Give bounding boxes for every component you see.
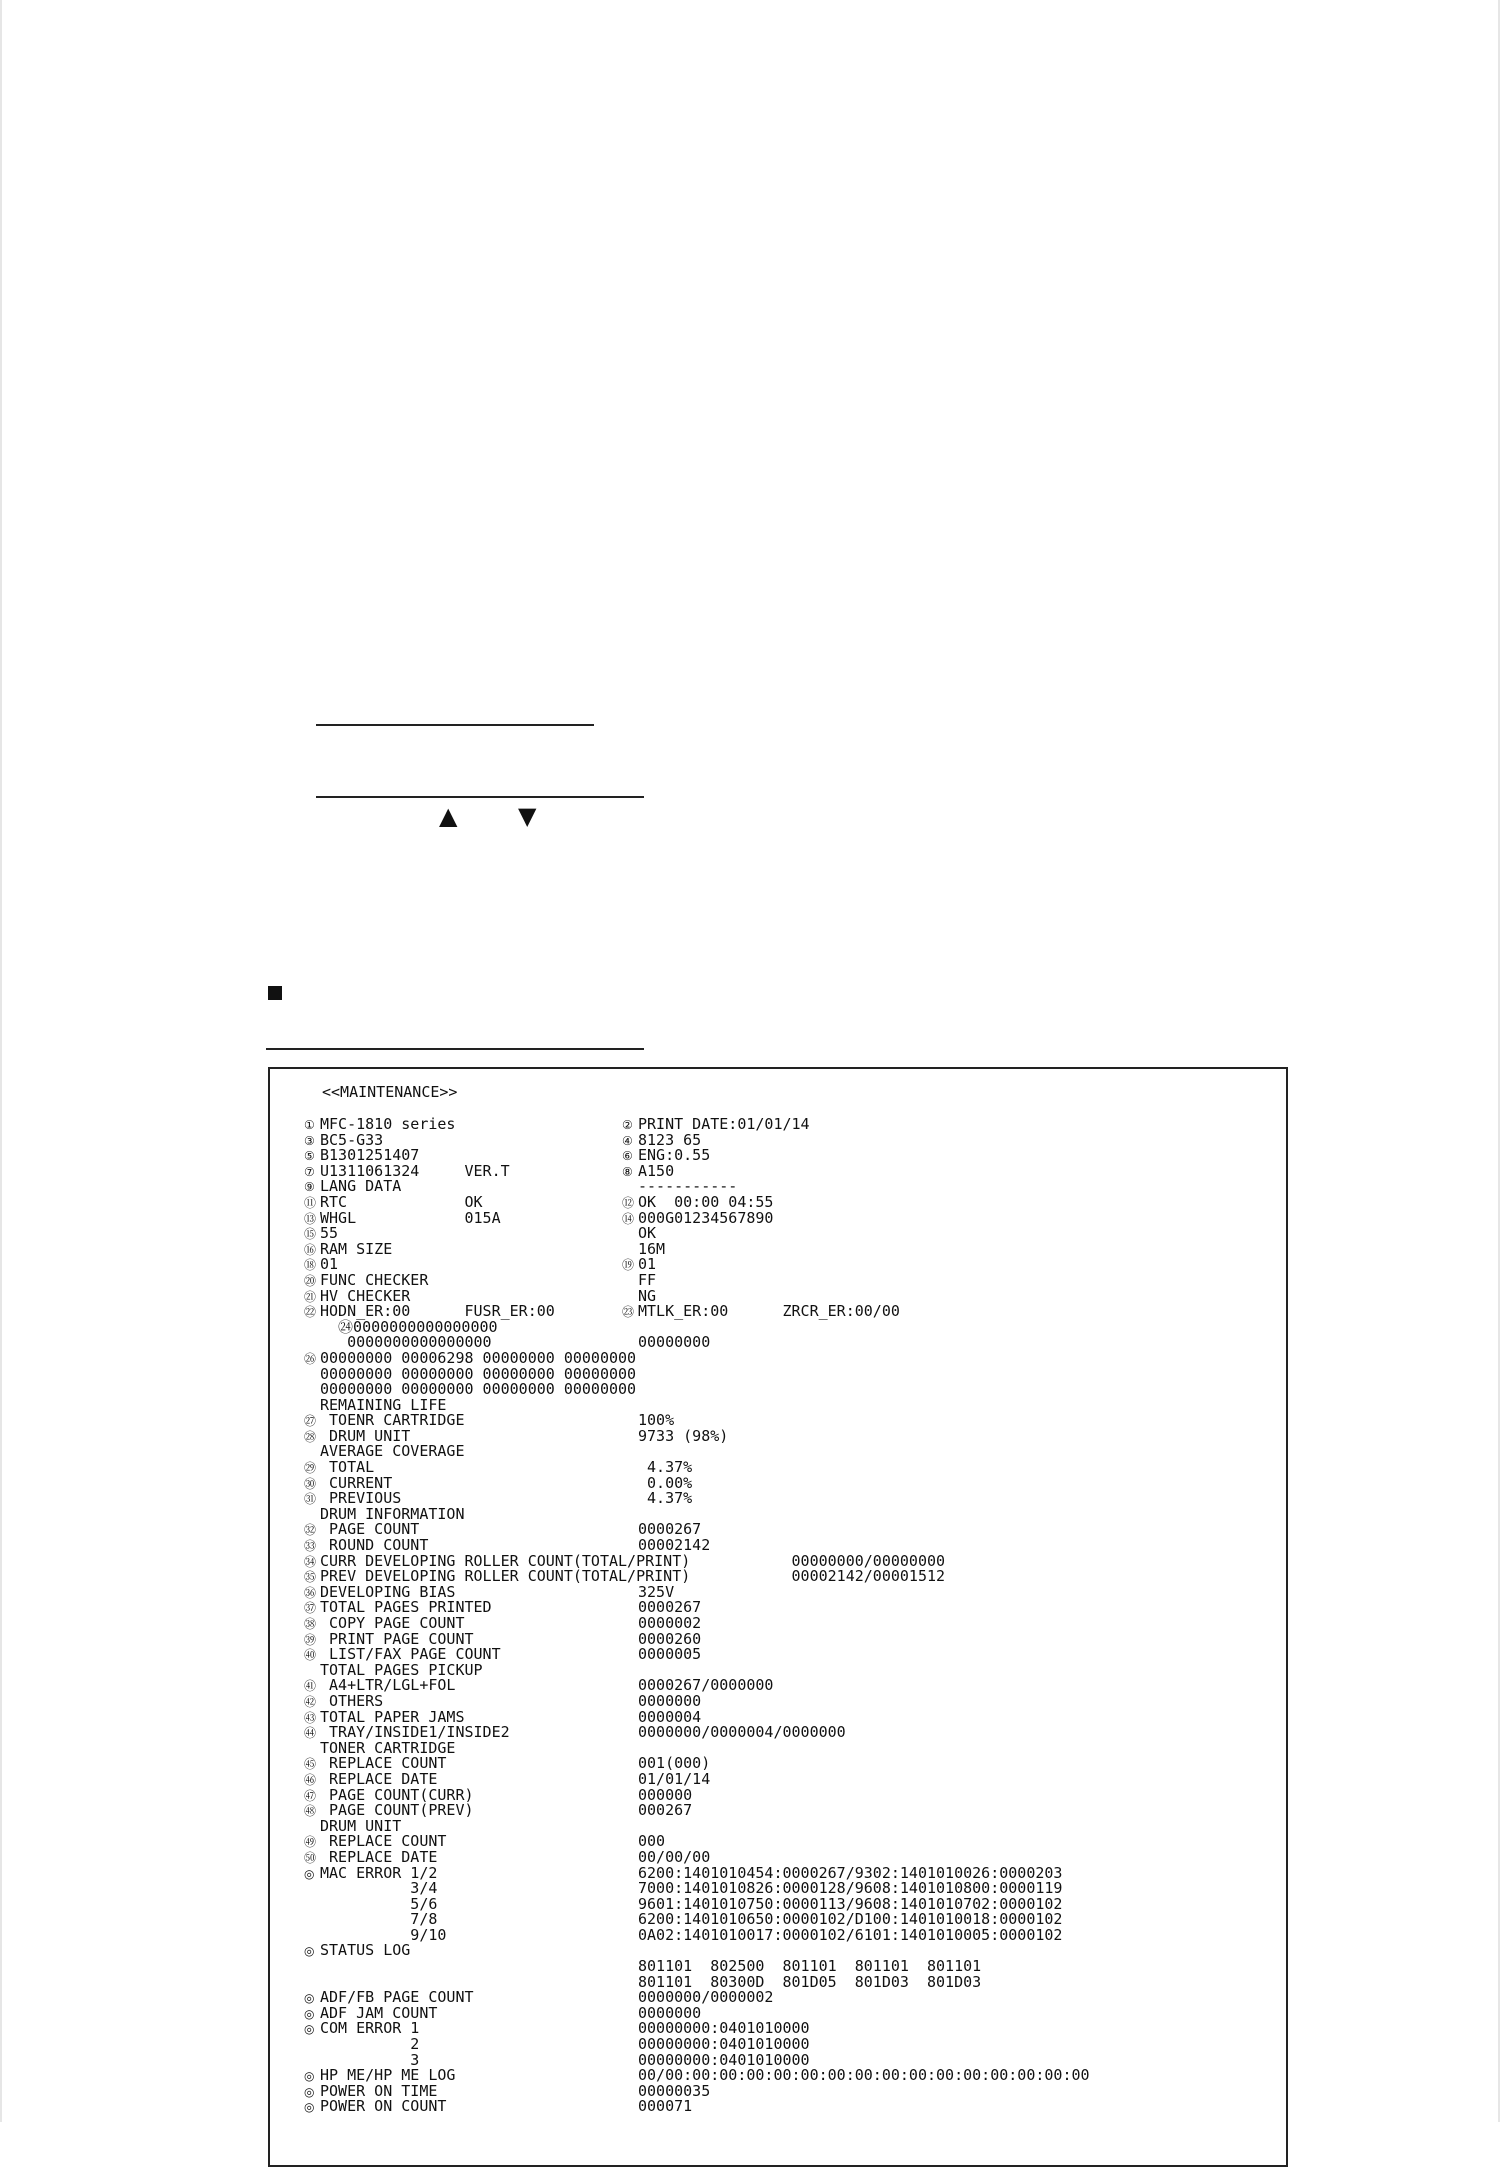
report-line-text: 00000000:0401010000 <box>638 2050 810 2069</box>
report-line-text: ROUND COUNT <box>320 1536 429 1555</box>
report-line-text: RAM SIZE <box>320 1239 393 1258</box>
report-line-text: 7/8 <box>320 1910 438 1929</box>
item-number-marker: ㊽ <box>304 1804 317 1819</box>
report-line-text: 01 <box>638 1255 657 1274</box>
report-line-text: 0000005 <box>638 1645 702 1664</box>
item-number-marker: ㊳ <box>304 1617 317 1631</box>
report-line <box>622 1226 1090 1242</box>
report-line-text: 325V <box>638 1582 675 1601</box>
item-number-marker: ④ <box>622 1133 633 1148</box>
item-number-marker: ㊲ <box>304 1601 317 1616</box>
report-line-text: MAC ERROR 1/2 <box>320 1863 438 1882</box>
report-line-text: 0000002 <box>638 1614 702 1632</box>
report-line-text: PREV DEVELOPING ROLLER COUNT(TOTAL/PRINT) <box>320 1567 691 1586</box>
report-line-text: 16M <box>638 1239 666 1258</box>
report-line-text: 000G01234567890 <box>638 1208 774 1227</box>
report-line-text: 00002142/00001512 <box>638 1567 946 1586</box>
report-line-text: CURRENT <box>320 1473 393 1492</box>
report-line-text: WHGL 015A <box>320 1208 501 1227</box>
report-line-text: 00/00/00 <box>638 1847 711 1866</box>
item-number-marker: ⑭ <box>622 1211 635 1226</box>
item-number-marker: ⑬ <box>304 1211 317 1226</box>
item-number-marker: ◎ <box>304 1991 315 2006</box>
report-title: <<MAINTENANCE>> <box>322 1083 458 1101</box>
item-number-marker: ㊷ <box>304 1694 317 1709</box>
report-line-text: PREVIOUS <box>320 1489 402 1508</box>
report-line-text: 001(000) <box>638 1754 711 1773</box>
report-line-text: 01 <box>320 1255 339 1274</box>
item-number-marker: ㉚ <box>304 1476 317 1491</box>
report-line-text: REPLACE DATE <box>320 1847 438 1866</box>
report-line-text: 3/4 <box>320 1879 438 1898</box>
item-number-marker: ㉖ <box>304 1351 317 1366</box>
report-line <box>622 1148 1090 1164</box>
report-line-text: 6200:1401010650:0000102/D100:1401010018:0000102 <box>638 1910 1063 1929</box>
section-heading-rule <box>266 1048 644 1050</box>
report-line-text: 7000:1401010826:0000128/9608:1401010800:0000119 <box>638 1879 1063 1898</box>
report-line-text: 9733 (98%) <box>638 1426 729 1445</box>
item-number-marker: ◎ <box>304 1944 315 1959</box>
report-line <box>622 1208 1090 1227</box>
report-line <box>622 1270 1090 1289</box>
report-line-text: DRUM INFORMATION <box>320 1504 465 1523</box>
report-line <box>622 2099 1090 2115</box>
report-line-text: ENG:0.55 <box>638 1146 711 1165</box>
item-number-marker: ⑦ <box>304 1164 315 1179</box>
report-line <box>622 1803 1090 1819</box>
item-number-marker: ② <box>622 1118 633 1132</box>
report-line-text: ㉔0000000000000000 <box>320 1317 498 1336</box>
report-line-text: ----------- <box>638 1177 738 1196</box>
report-line-text: PAGE COUNT(CURR) <box>320 1785 474 1804</box>
item-number-marker: ㉝ <box>304 1539 317 1554</box>
report-line <box>622 1569 1090 1585</box>
report-line-text: MTLK_ER:00 ZRCR_ER:00/00 <box>638 1302 900 1321</box>
report-line-text: 801101 802500 801101 801101 801101 <box>638 1957 982 1976</box>
report-line-text: PAGE COUNT(PREV) <box>320 1801 474 1820</box>
report-line <box>622 1819 1090 1835</box>
report-line <box>622 1491 1090 1507</box>
report-line <box>622 1351 1090 1367</box>
item-number-marker: ㊹ <box>304 1726 317 1741</box>
report-line-text: MFC-1810 series <box>320 1115 456 1133</box>
item-number-marker: ⑯ <box>304 1242 317 1257</box>
item-number-marker: ⑪ <box>304 1195 317 1210</box>
item-number-marker: ⑧ <box>622 1164 633 1179</box>
report-line-text: TOTAL PAPER JAMS <box>320 1707 465 1726</box>
item-number-marker: ㉗ <box>304 1414 317 1429</box>
report-line-text: AVERAGE COVERAGE <box>320 1442 465 1461</box>
report-line <box>622 1398 1090 1414</box>
report-line <box>622 1367 1090 1383</box>
report-line-text: 00002142 <box>638 1536 711 1555</box>
report-line-text: REMAINING LIFE <box>320 1395 447 1414</box>
report-line-text: 000071 <box>638 2097 693 2116</box>
report-line-text: DRUM UNIT <box>320 1426 411 1445</box>
report-line-text: COPY PAGE COUNT <box>320 1614 465 1632</box>
blank-heading-rule-1 <box>316 724 594 726</box>
report-line-text: NG <box>638 1286 657 1305</box>
report-line-text: FF <box>638 1270 657 1289</box>
report-line-text: 0000000 <box>638 1691 702 1710</box>
item-number-marker: ⑤ <box>304 1149 315 1164</box>
report-line-text: RTC OK <box>320 1192 483 1211</box>
item-number-marker: ㉛ <box>304 1492 317 1507</box>
report-line-text: TOTAL <box>320 1458 375 1477</box>
report-line-text: 6200:1401010454:0000267/9302:1401010026:0000203 <box>638 1863 1063 1882</box>
item-number-marker: ⑨ <box>304 1180 315 1195</box>
report-line-text: OK 00:00 04:55 <box>638 1192 774 1211</box>
item-number-marker: ㉜ <box>304 1523 317 1538</box>
report-line-text: 00000000/00000000 <box>638 1551 946 1570</box>
report-line <box>622 1304 1090 1320</box>
item-number-marker: ㉞ <box>304 1554 317 1569</box>
item-number-marker: ㊺ <box>304 1757 317 1772</box>
report-line-text: 0000267/0000000 <box>638 1676 774 1695</box>
report-line-text: 0000000/0000004/0000000 <box>638 1723 846 1742</box>
item-number-marker: ⑲ <box>622 1258 635 1273</box>
report-line-text: OTHERS <box>320 1691 384 1710</box>
report-line-text: A4+LTR/LGL+FOL <box>320 1676 456 1695</box>
report-line-text: 0A02:1401010017:0000102/6101:1401010005:0000102 <box>638 1925 1063 1944</box>
maintenance-report-image <box>268 1067 1288 2167</box>
report-line-text: PAGE COUNT <box>320 1520 420 1539</box>
item-number-marker: ㉘ <box>304 1429 317 1444</box>
report-line-text: FUNC CHECKER <box>320 1270 429 1289</box>
item-number-marker: ⑱ <box>304 1258 317 1273</box>
report-line-text: A150 <box>638 1161 675 1180</box>
report-line-text: 00000000 00000000 00000000 00000000 <box>320 1380 637 1399</box>
report-line <box>622 1239 1090 1258</box>
report-line-text: 0000004 <box>638 1707 702 1726</box>
report-line-text: 5/6 <box>320 1894 438 1913</box>
item-number-marker: ◎ <box>304 2006 315 2021</box>
report-line-text: 4.37% <box>638 1458 693 1477</box>
item-number-marker: ◎ <box>304 2100 315 2115</box>
item-number-marker: ㉓ <box>622 1305 635 1320</box>
item-number-marker: ⑥ <box>622 1149 633 1164</box>
report-line-text: 801101 80300D 801D05 801D03 801D03 <box>638 1972 982 1991</box>
report-line-text: PRINT DATE:01/01/14 <box>638 1115 810 1133</box>
report-line-text: REPLACE COUNT <box>320 1754 447 1773</box>
item-number-marker: ◎ <box>304 2069 315 2084</box>
report-line-text: 00000000:0401010000 <box>638 2035 810 2054</box>
report-line-text: 0000000000000000 <box>320 1333 492 1352</box>
item-number-marker: ◎ <box>304 1866 315 1881</box>
report-line-text: 2 <box>320 2035 420 2054</box>
report-line-text: DEVELOPING BIAS <box>320 1582 456 1601</box>
report-line-text: 0000267 <box>638 1520 702 1539</box>
report-line-text: 000267 <box>638 1801 693 1820</box>
report-line-text: POWER ON TIME <box>320 2081 438 2100</box>
report-line-text: REPLACE DATE <box>320 1769 438 1788</box>
report-line-text: 00000035 <box>638 2081 711 2100</box>
item-number-marker: ⑮ <box>304 1227 317 1242</box>
down-arrow-icon: ▼ <box>518 802 537 830</box>
report-line <box>622 1257 1090 1273</box>
report-line-text: 4.37% <box>638 1489 693 1508</box>
item-number-marker: ㉙ <box>304 1461 317 1476</box>
report-line <box>622 1925 1090 1944</box>
report-line-text: 00000000 <box>638 1333 711 1352</box>
report-line-text: COM ERROR 1 <box>320 2019 420 2038</box>
report-line-text: LIST/FAX PAGE COUNT <box>320 1645 501 1664</box>
report-line-text: U1311061324 VER.T <box>320 1161 510 1180</box>
report-line-text: TOTAL PAGES PRINTED <box>320 1598 492 1617</box>
item-number-marker: ㊴ <box>304 1632 317 1647</box>
report-line <box>622 1647 1090 1663</box>
item-number-marker: ㊵ <box>304 1648 317 1663</box>
report-line-text: TRAY/INSIDE1/INSIDE2 <box>320 1723 510 1742</box>
report-line-text: PRINT PAGE COUNT <box>320 1629 474 1648</box>
report-line-text: 000 <box>638 1832 666 1851</box>
report-line-text: 01/01/14 <box>638 1769 711 1788</box>
report-line-text: ADF JAM COUNT <box>320 2003 438 2022</box>
report-line-text: BC5-G33 <box>320 1130 384 1149</box>
report-line <box>622 1335 1090 1351</box>
report-right-column <box>622 1117 1090 2115</box>
report-line-text: STATUS LOG <box>320 1941 411 1960</box>
report-line <box>622 1426 1090 1445</box>
report-line-text: 9601:1401010750:0000113/9608:1401010702:0000102 <box>638 1894 1063 1913</box>
report-line-text: TOENR CARTRIDGE <box>320 1411 465 1430</box>
blank-heading-rule-2 <box>316 796 644 798</box>
report-line-text: 3 <box>320 2050 420 2069</box>
report-line-text: 9/10 <box>320 1925 447 1944</box>
item-number-marker: ⑫ <box>622 1195 635 1210</box>
item-number-marker: ① <box>304 1118 315 1132</box>
report-line <box>622 1382 1090 1398</box>
report-line-text: 000000 <box>638 1785 693 1804</box>
report-line-text: B1301251407 <box>320 1146 420 1165</box>
section-bullet-icon <box>268 986 282 1000</box>
report-line-text: HV CHECKER <box>320 1286 411 1305</box>
report-line-text: DRUM UNIT <box>320 1816 402 1835</box>
report-line-text: 8123 65 <box>638 1130 702 1149</box>
item-number-marker: ㊾ <box>304 1835 317 1850</box>
report-line-text: 00000000 00000000 00000000 00000000 <box>320 1364 637 1383</box>
report-line-text: TONER CARTRIDGE <box>320 1738 456 1757</box>
report-line-text: 00/00:00:00:00:00:00:00:00:00:00:00:00:00:00:00:00 <box>638 2066 1090 2085</box>
item-number-marker: ㉟ <box>304 1570 317 1585</box>
report-line-text: 0000000/0000002 <box>638 1988 774 2007</box>
report-line-text: CURR DEVELOPING ROLLER COUNT(TOTAL/PRINT) <box>320 1551 691 1570</box>
item-number-marker: ㊻ <box>304 1772 317 1787</box>
report-line-text: REPLACE COUNT <box>320 1832 447 1851</box>
item-number-marker: ㊸ <box>304 1710 317 1725</box>
item-number-marker: ③ <box>304 1133 315 1148</box>
item-number-marker: ㊱ <box>304 1585 317 1600</box>
up-arrow-icon: ▲ <box>439 802 458 830</box>
report-line-text: 00000000 00006298 00000000 00000000 <box>320 1348 637 1367</box>
report-line-text: HODN_ER:00 FUSR_ER:00 <box>320 1302 555 1321</box>
report-line-text: 100% <box>638 1411 675 1430</box>
item-number-marker: ㊶ <box>304 1679 317 1694</box>
item-number-marker: ㊼ <box>304 1788 317 1803</box>
report-line-text: 0000000 <box>638 2003 702 2022</box>
report-line-text: POWER ON COUNT <box>320 2097 447 2116</box>
report-line-text: ADF/FB PAGE COUNT <box>320 1988 474 2007</box>
report-line-text: 0000260 <box>638 1629 702 1648</box>
report-line-text: LANG DATA <box>320 1177 402 1196</box>
item-number-marker: ㉒ <box>304 1305 317 1320</box>
report-line-text: 55 <box>320 1224 339 1243</box>
report-line-text: 00000000:0401010000 <box>638 2019 810 2038</box>
item-number-marker: ◎ <box>304 2022 315 2037</box>
report-line-text: TOTAL PAGES PICKUP <box>320 1660 483 1679</box>
report-line <box>622 1725 1090 1741</box>
item-number-marker: ㊿ <box>304 1850 317 1865</box>
report-line-text: 0.00% <box>638 1473 693 1492</box>
item-number-marker: ◎ <box>304 2084 315 2099</box>
report-line-text: 0000267 <box>638 1598 702 1617</box>
item-number-marker: ⑳ <box>304 1273 317 1288</box>
report-line-text: OK <box>638 1224 657 1243</box>
item-number-marker: ㉑ <box>304 1289 317 1304</box>
report-line-text: HP ME/HP ME LOG <box>320 2066 456 2085</box>
